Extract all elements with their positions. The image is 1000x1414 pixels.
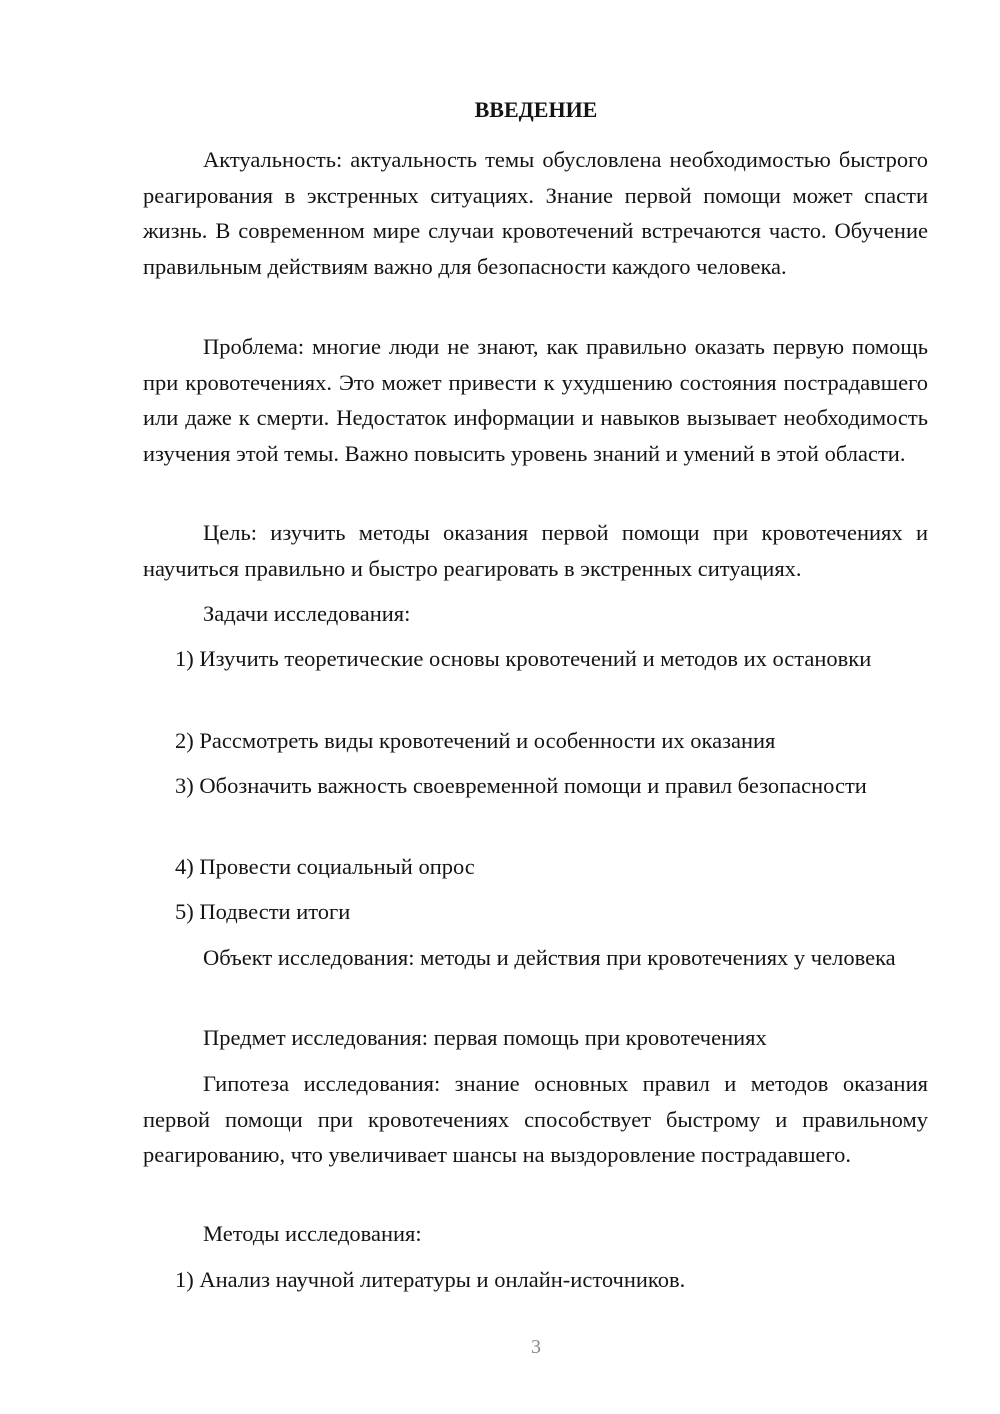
object-paragraph: Объект исследования: методы и действия при кровотечениях у человека [203, 945, 896, 970]
hypothesis-paragraph: Гипотеза исследования: знание основных правил и методов оказания первой помощи при кровотечениях способствует быстрому и правильному реагированию, что увеличивает шансы на выздоровление пострадавшего. [143, 1071, 928, 1167]
task-item-4: 4) Провести социальный опрос [175, 854, 475, 879]
task-item-1: 1) Изучить теоретические основы кровотечений и методов их остановки [175, 646, 872, 671]
goal-paragraph: Цель: изучить методы оказания первой помощи при кровотечениях и научиться правильно и быстро реагировать в экстренных ситуациях. [143, 520, 928, 581]
page-title: ВВЕДЕНИЕ [474, 97, 598, 122]
methods-heading: Методы исследования: [203, 1221, 422, 1246]
problem-paragraph: Проблема: многие люди не знают, как правильно оказать первую помощь при кровотечениях. Это может привести к ухудшению состояния пострадавшего или даже к смерти. Недостаток информации и навыков вызывает необходимость изучения этой темы. Важно повысить уровень знаний и умений в этой области. [143, 334, 928, 466]
subject-paragraph: Предмет исследования: первая помощь при кровотечениях [203, 1025, 767, 1050]
task-item-3: 3) Обозначить важность своевременной помощи и правил безопасности [175, 773, 867, 798]
task-item-2: 2) Рассмотреть виды кровотечений и особенности их оказания [175, 728, 776, 753]
page-number: 3 [531, 1336, 541, 1358]
relevance-paragraph: Актуальность: актуальность темы обусловлена необходимостью быстрого реагирования в экстренных ситуациях. Знание первой помощи может спасти жизнь. В современном мире случаи кровотечений встречаются часто. Обучение правильным действиям важно для безопасности каждого человека. [143, 147, 928, 279]
method-item-1: 1) Анализ научной литературы и онлайн-источников. [175, 1267, 686, 1292]
task-item-5: 5) Подвести итоги [175, 899, 351, 924]
tasks-heading: Задачи исследования: [203, 601, 411, 626]
